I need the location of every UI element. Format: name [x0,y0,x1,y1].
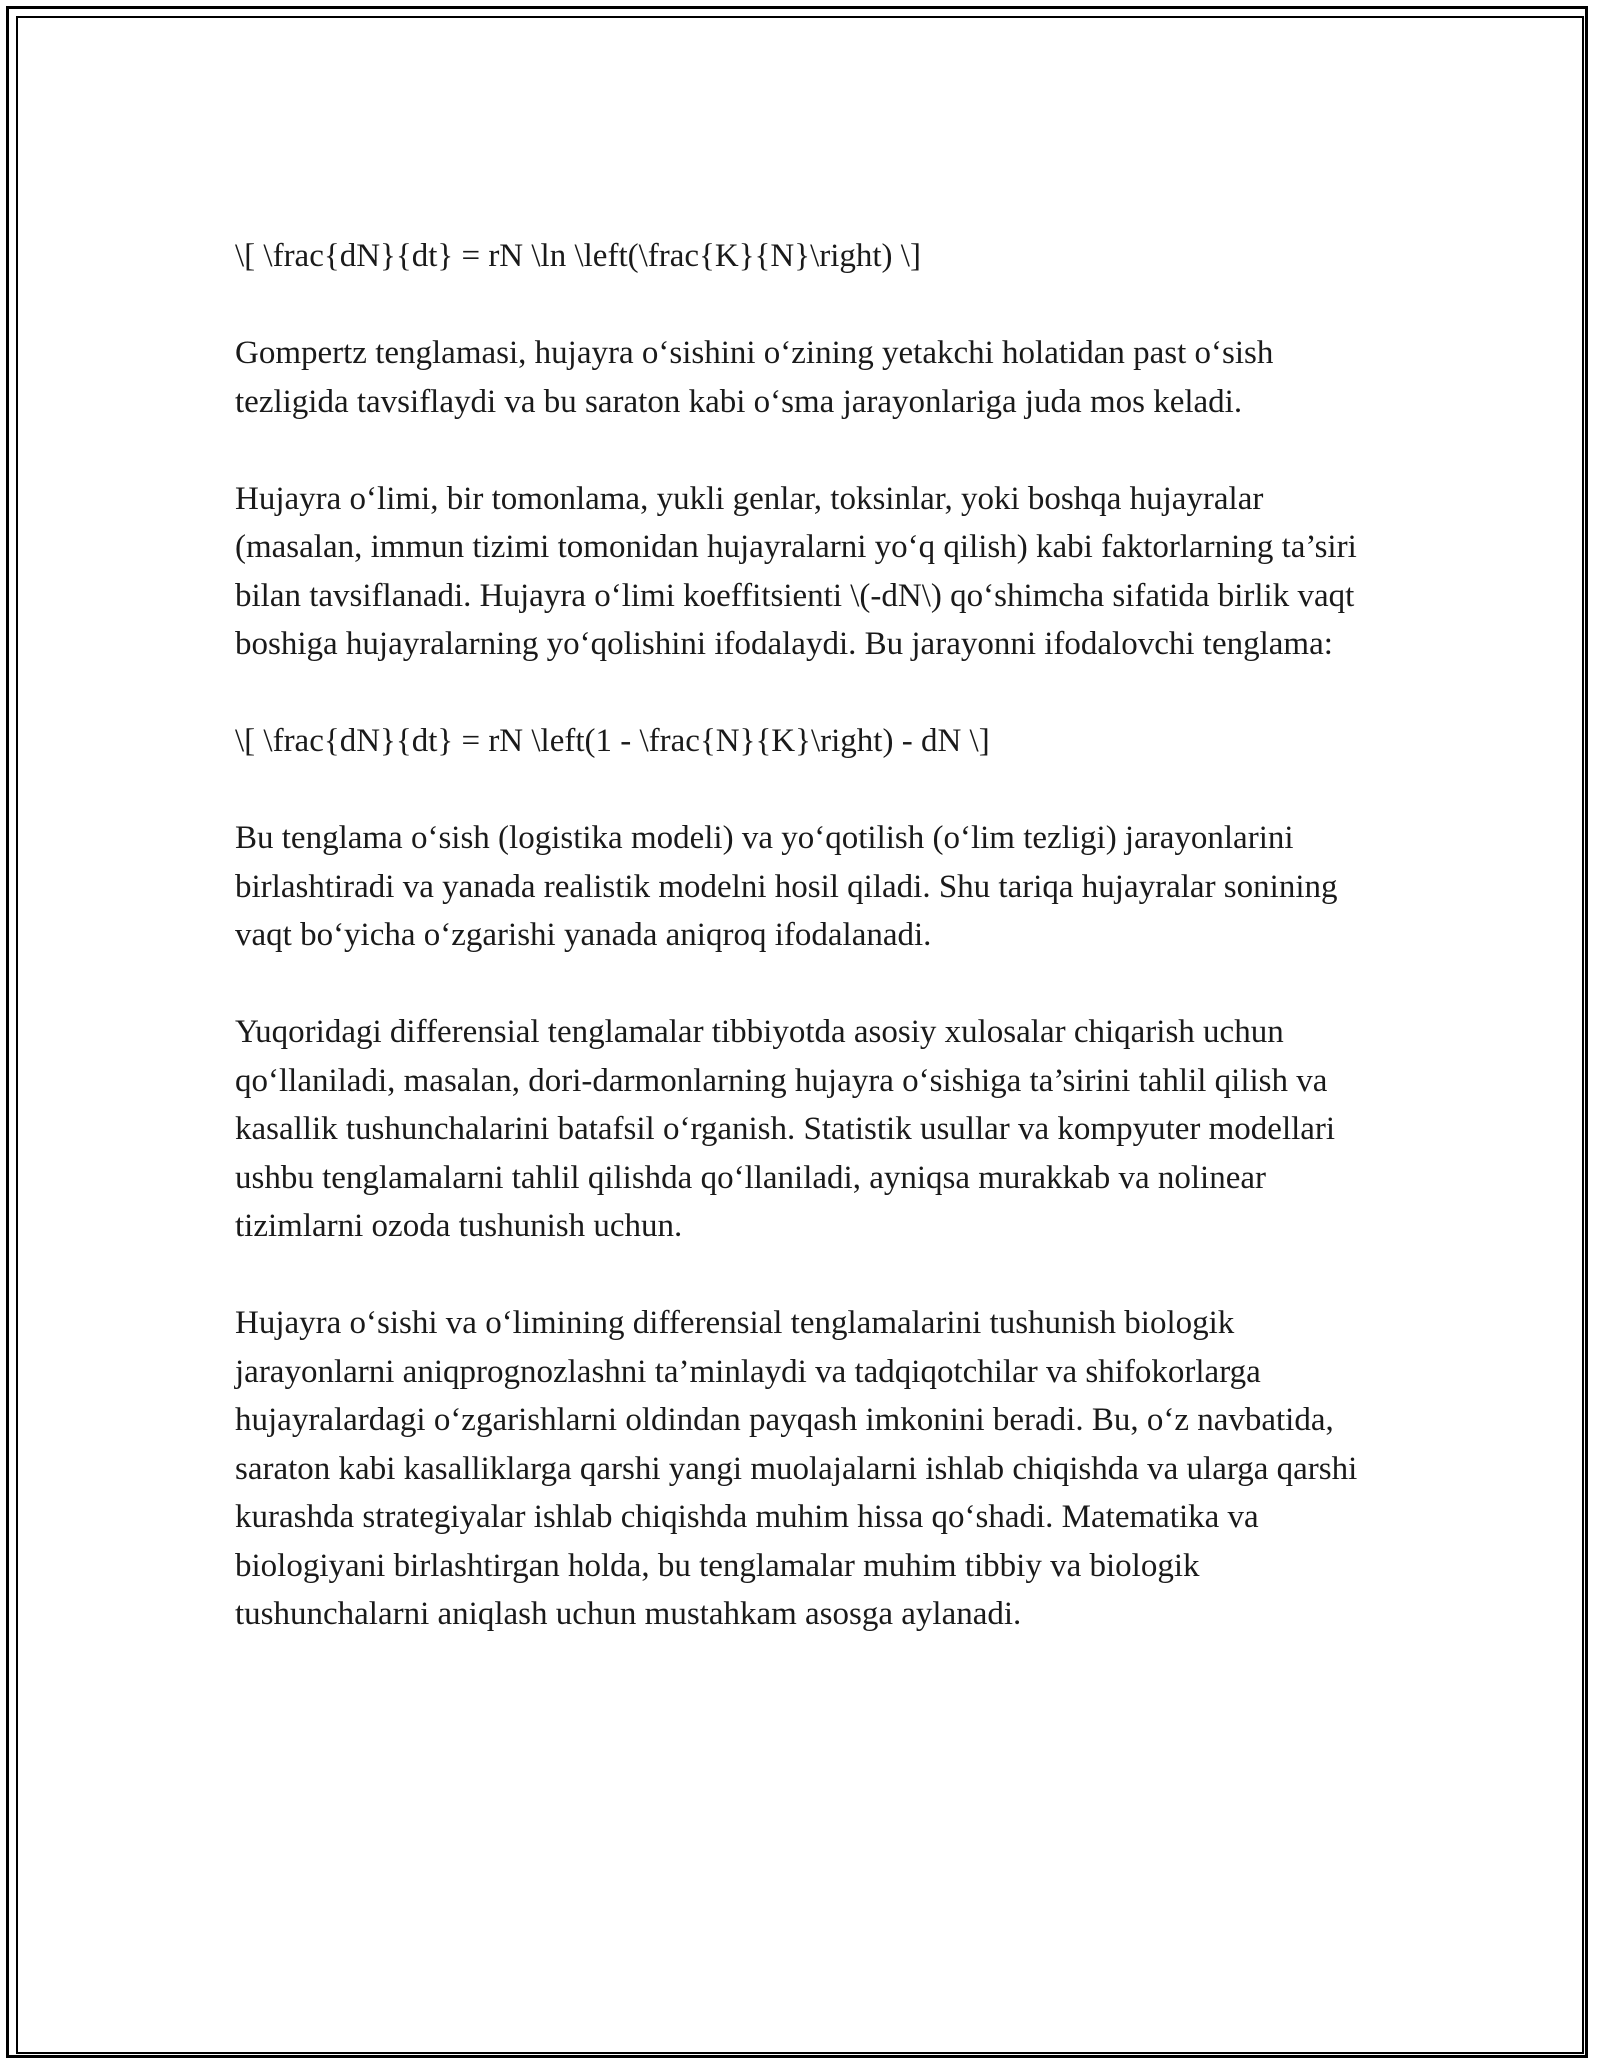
equation-logistic-with-death: \[ \frac{dN}{dt} = rN \left(1 - \frac{N}{K}\right) - dN \] [235,723,990,759]
document-body [235,232,1370,1639]
paragraph-medical-applications: Yuqoridagi differensial tenglamalar tibbiyotda asosiy xulosalar chiqarish uchun qo‘llaniladi, masalan, dori-darmonlarning hujayra o‘sishiga ta’sirini tahlil qilish va kasallik tushunchalarini batafsil o‘rganish. Statistik usullar va kompyuter modellari ushbu tenglamalarni tahlil qilishda qo‘llaniladi, ayniqsa murakkab va nolinear tizimlarni ozoda tushunish uchun. [235,1014,1336,1244]
paragraph-combined-model: Bu tenglama o‘sish (logistika modeli) va yo‘qotilish (o‘lim tezligi) jarayonlarini birlashtiradi va yanada realistik modelni hosil qiladi. Shu tariqa hujayralar sonining vaqt bo‘yicha o‘zgarishi yanada aniqroq ifodalanadi. [235,820,1338,953]
paragraph-cell-death: Hujayra o‘limi, bir tomonlama, yukli genlar, toksinlar, yoki boshqa hujayralar (masalan, immun tizimi tomonidan hujayralarni yo‘q qilish) kabi faktorlarning ta’siri bilan tavsiflanadi. Hujayra o‘limi koeffitsienti \(-dN\) qo‘shimcha sifatida birlik vaqt boshiga hujayralarning yo‘qolishini ifodalaydi. Bu jarayonni ifodalovchi tenglama: [235,480,1357,662]
paragraph-conclusion: Hujayra o‘sishi va o‘limining differensial tenglamalarini tushunish biologik jarayonlarni aniqprognozlashni ta’minlaydi va tadqiqotchilar va shifokorlarga hujayralardagi o‘zgarishlarni oldindan payqash imkonini beradi. Bu, o‘z navbatida, saraton kabi kasalliklarga qarshi yangi muolajalarni ishlab chiqishda va ularga qarshi kurashda strategiyalar ishlab chiqishda muhim hissa qo‘shadi. Matematika va biologiyani birlashtirgan holda, bu tenglamalar muhim tibbiy va biologik tushunchalarni aniqlash uchun mustahkam asosga aylanadi. [235,1305,1358,1632]
equation-gompertz: \[ \frac{dN}{dt} = rN \ln \left(\frac{K}{N}\right) \] [235,238,921,274]
paragraph-gompertz-description: Gompertz tenglamasi, hujayra o‘sishini o‘zining yetakchi holatidan past o‘sish tezligida tavsiflaydi va bu saraton kabi o‘sma jarayonlariga juda mos keladi. [235,335,1274,420]
